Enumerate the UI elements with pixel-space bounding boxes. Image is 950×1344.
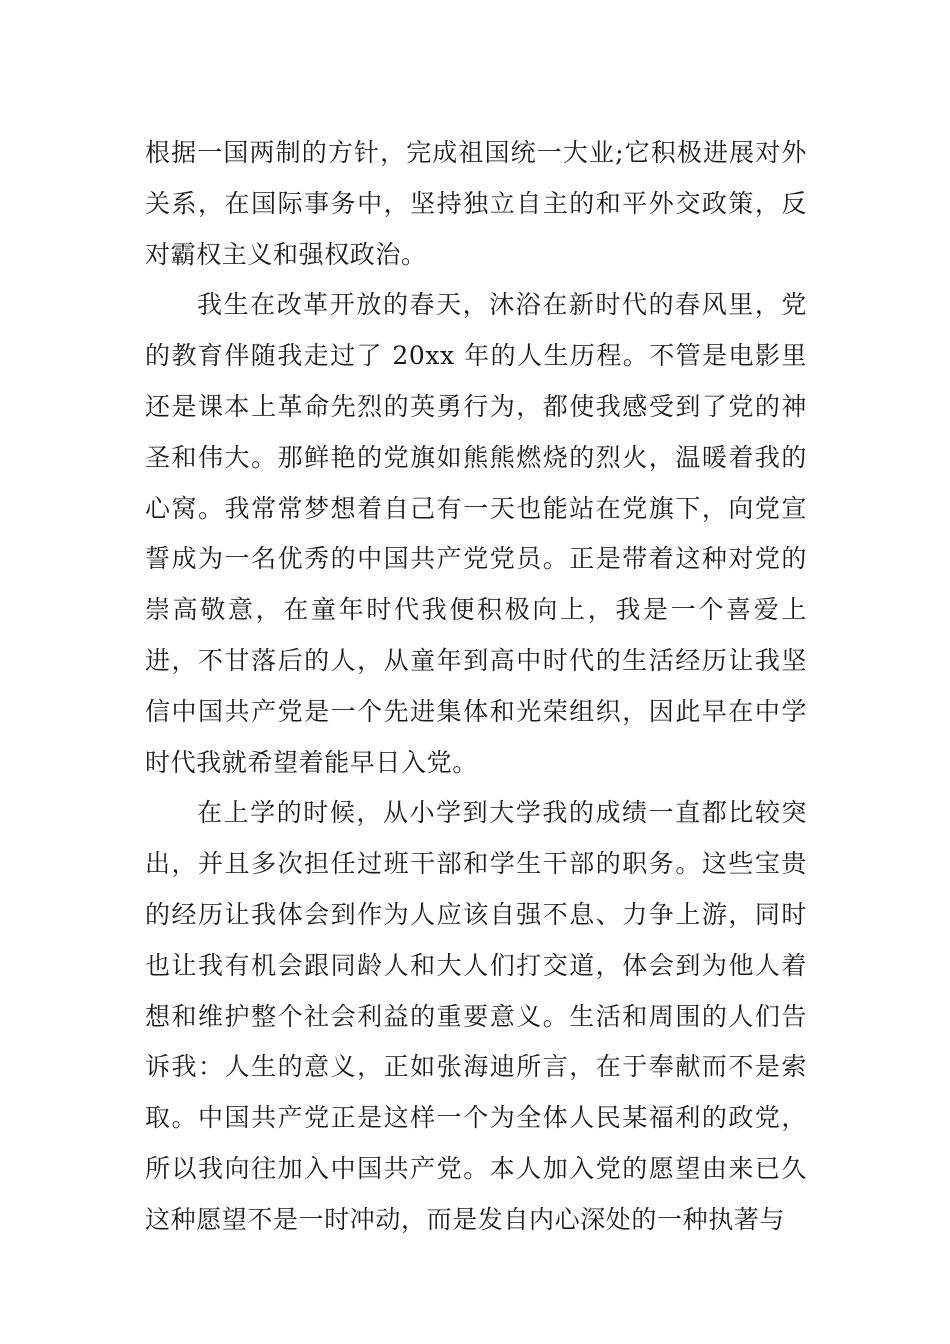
paragraph-3: 在上学的时候，从小学到大学我的成绩一直都比较突出，并且多次担任过班干部和学生干部的职务。这些宝贵的经历让我体会到作为人应该自强不息、力争上游，同时也让我有机会跟同龄人和大人们打交道，体会到为他人着想和维护整个社会利益的重要意义。生活和周围的人们告诉我：人生的意义，正如张海迪所言，在于奉献而不是索取。中国共产党正是这样一个为全体人民某福利的政党，所以我向往加入中国共产党。本人加入党的愿望由来已久这种愿望不是一时冲动，而是发自内心深处的一种执著与 [145,798,807,1234]
paragraph-1: 根据一国两制的方针，完成祖国统一大业;它积极进展对外关系，在国际事务中，坚持独立自主的和平外交政策，反对霸权主义和强权政治。 [145,138,807,269]
paragraph-2: 我生在改革开放的春天，沐浴在新时代的春风里，党的教育伴随我走过了 20xx 年的人生历程。不管是电影里还是课本上革命先烈的英勇行为，都使我感受到了党的神圣和伟大。那鲜艳的党旗如熊熊燃烧的烈火，温暖着我的心窝。我常常梦想着自己有一天也能站在党旗下，向党宣誓成为一名优秀的中国共产党党员。正是带着这种对党的崇高敬意，在童年时代我便积极向上，我是一个喜爱上进，不甘落后的人，从童年到高中时代的生活经历让我坚信中国共产党是一个先进集体和光荣组织，因此早在中学时代我就希望着能早日入党。 [145,290,807,777]
body-text [145,128,807,1246]
